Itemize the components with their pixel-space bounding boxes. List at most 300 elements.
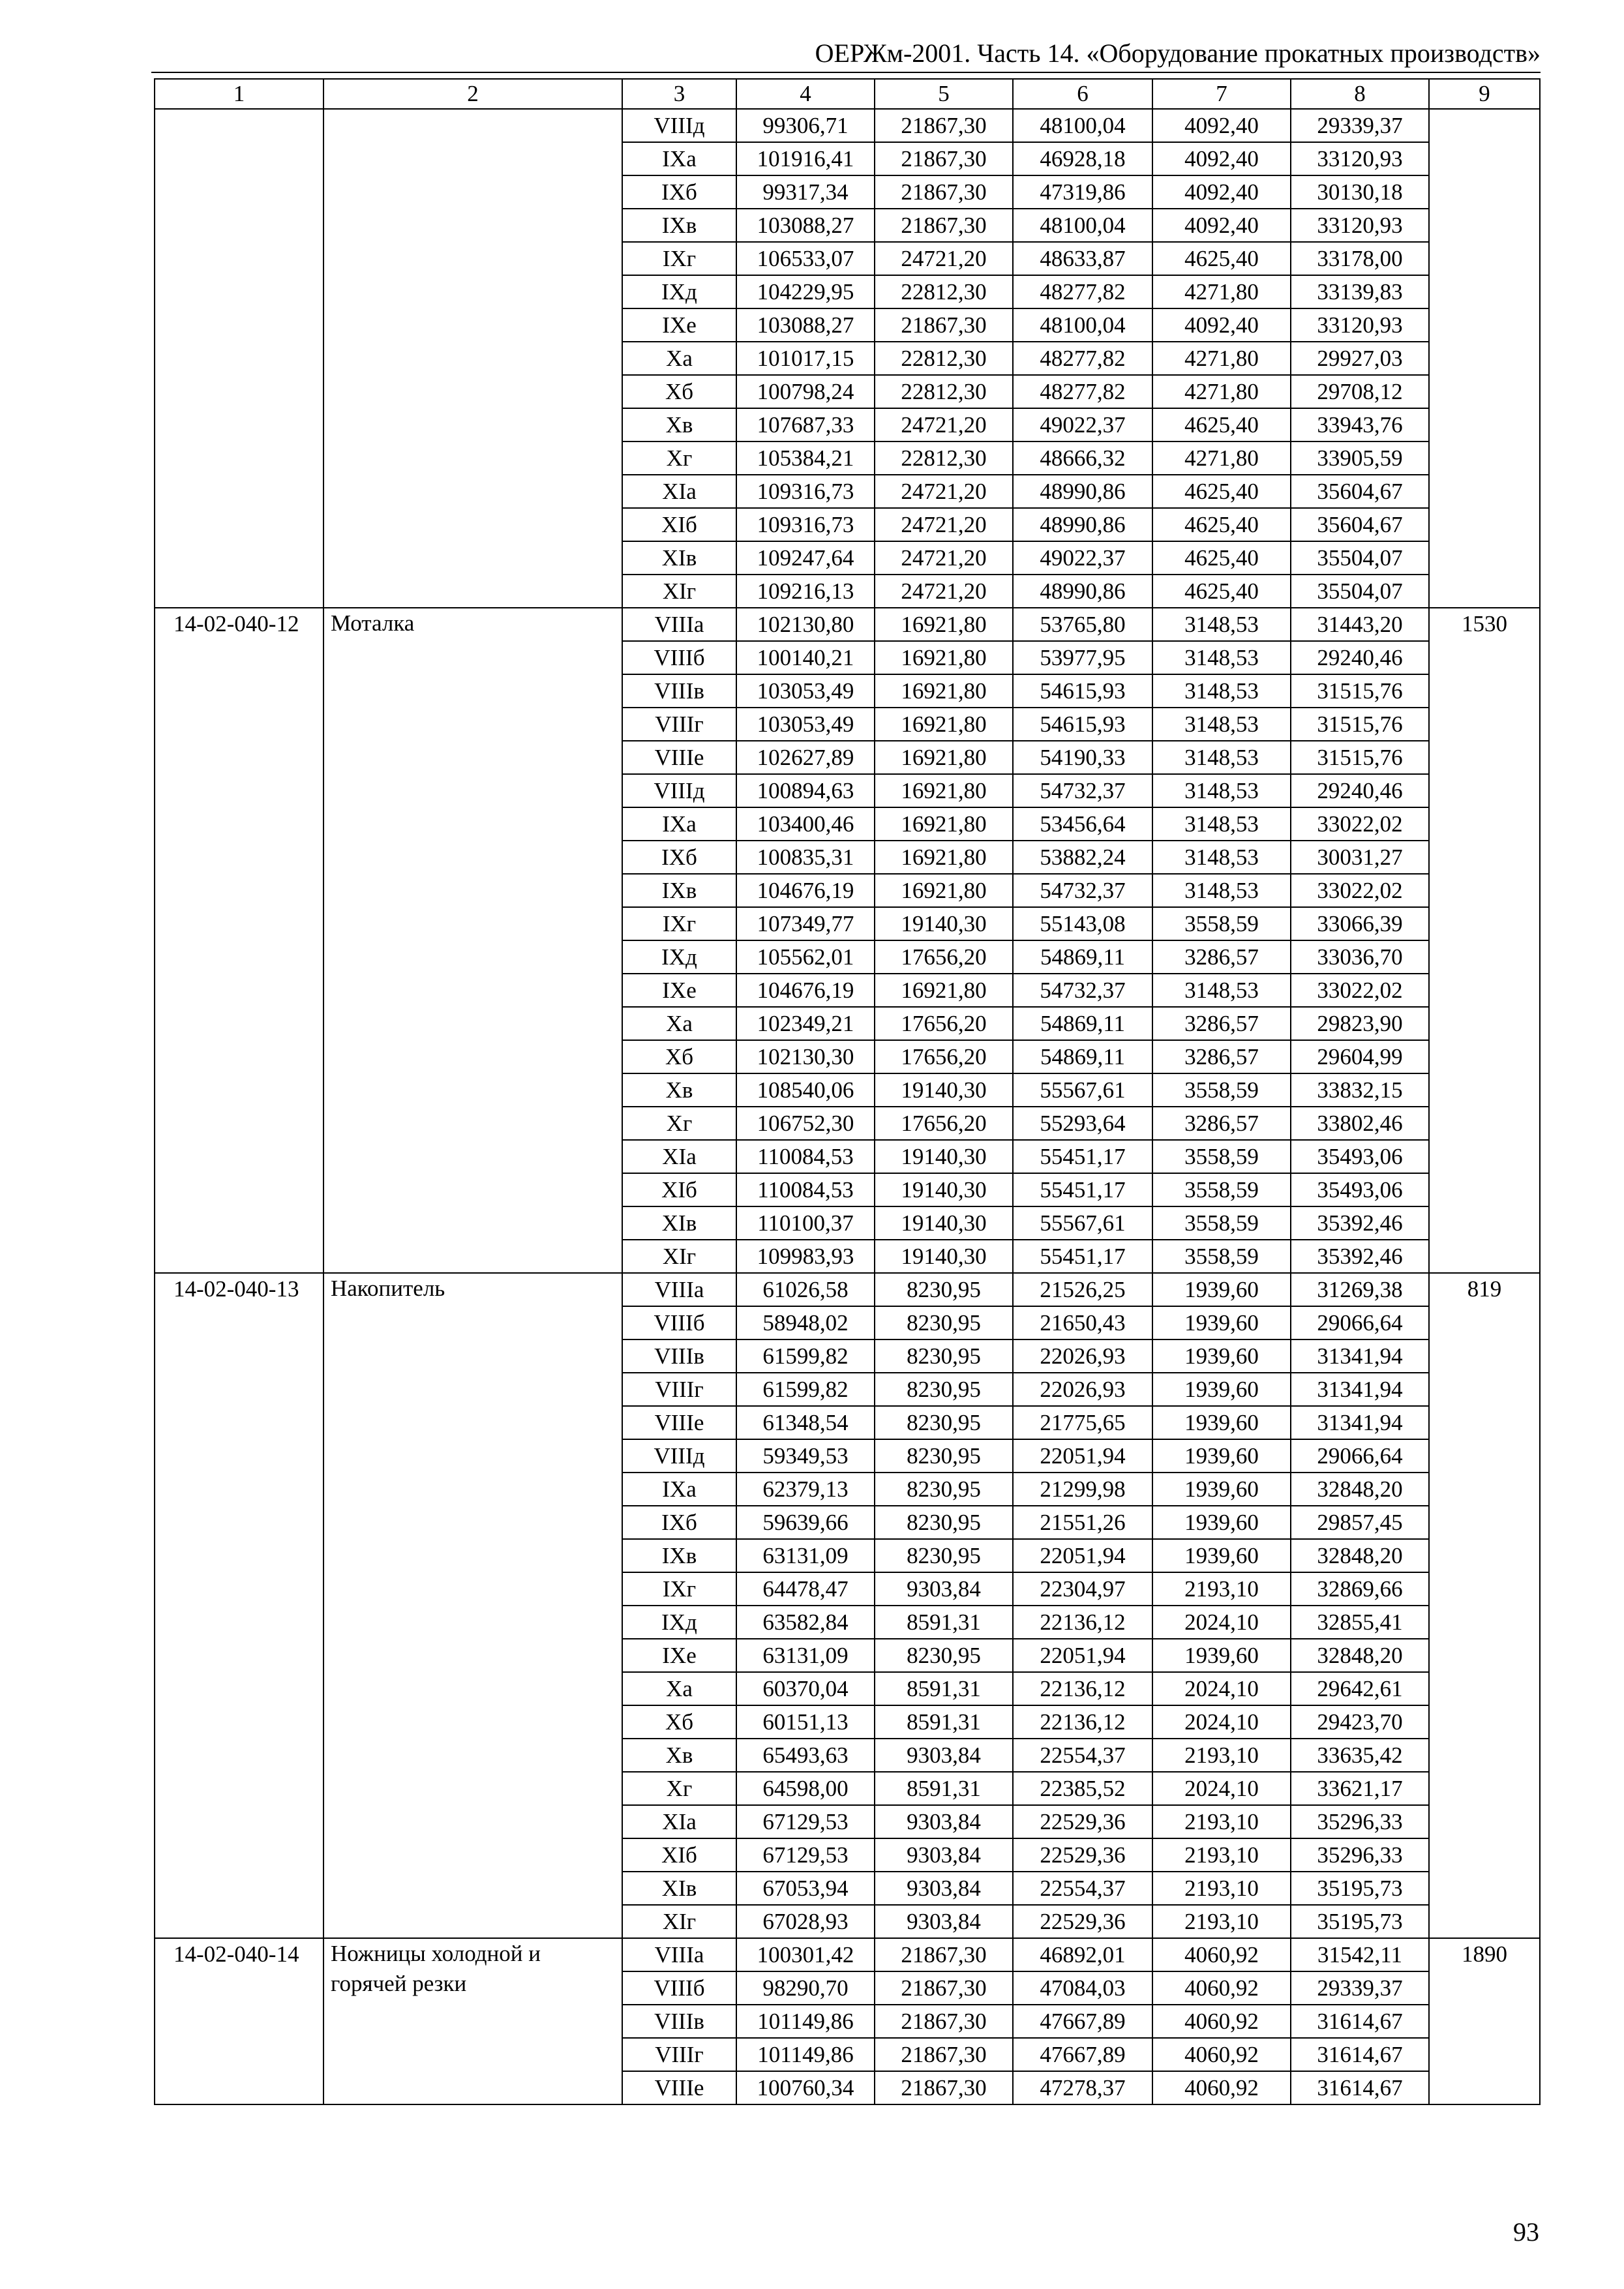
col-materials: 31515,76 — [1291, 674, 1429, 708]
col-wages: 16921,80 — [875, 974, 1013, 1007]
col-materials: 35296,33 — [1291, 1838, 1429, 1872]
column-number-8: 8 — [1291, 79, 1429, 109]
col-total: 67028,93 — [736, 1905, 875, 1938]
col-wages: 9303,84 — [875, 1838, 1013, 1872]
col-driver-wages: 1939,60 — [1152, 1273, 1291, 1306]
col-total: 107349,77 — [736, 907, 875, 940]
col-class: IXг — [622, 907, 736, 940]
col-driver-wages: 3286,57 — [1152, 1007, 1291, 1040]
col-total: 110084,53 — [736, 1173, 875, 1206]
col-wages: 9303,84 — [875, 1805, 1013, 1838]
col-machines: 46928,18 — [1013, 142, 1152, 175]
col-class: VIIIд — [622, 109, 736, 142]
col-total: 59639,66 — [736, 1506, 875, 1539]
col-driver-wages: 2193,10 — [1152, 1739, 1291, 1772]
col-class: Xв — [622, 1739, 736, 1772]
col-wages: 21867,30 — [875, 2071, 1013, 2104]
col-materials: 31614,67 — [1291, 2005, 1429, 2038]
col-wages: 16921,80 — [875, 841, 1013, 874]
col-class: Xб — [622, 375, 736, 408]
col-machines: 21650,43 — [1013, 1306, 1152, 1339]
col-materials: 33120,93 — [1291, 209, 1429, 242]
col-machines: 55293,64 — [1013, 1107, 1152, 1140]
col-wages: 9303,84 — [875, 1905, 1013, 1938]
col-machines: 55567,61 — [1013, 1073, 1152, 1107]
col-wages: 24721,20 — [875, 475, 1013, 508]
col-driver-wages: 2193,10 — [1152, 1905, 1291, 1938]
col-wages: 21867,30 — [875, 109, 1013, 142]
col-materials: 29857,45 — [1291, 1506, 1429, 1539]
col-class: IXе — [622, 974, 736, 1007]
col-wages: 21867,30 — [875, 1938, 1013, 1971]
col-class: IXг — [622, 1572, 736, 1606]
col-total: 105562,01 — [736, 940, 875, 974]
column-number-5: 5 — [875, 79, 1013, 109]
item-code: 14-02-040-14 — [155, 1938, 323, 2104]
col-total: 109316,73 — [736, 475, 875, 508]
col-driver-wages: 3148,53 — [1152, 874, 1291, 907]
col-class: VIIIг — [622, 2038, 736, 2071]
col-materials: 29927,03 — [1291, 342, 1429, 375]
col-total: 103088,27 — [736, 308, 875, 342]
col-machines: 48100,04 — [1013, 308, 1152, 342]
document-header: ОЕРЖм-2001. Часть 14. «Оборудование прокатных производств» — [815, 38, 1541, 68]
col-class: XIа — [622, 1140, 736, 1173]
col-total: 102627,89 — [736, 741, 875, 774]
col-total: 109216,13 — [736, 575, 875, 608]
col-wages: 16921,80 — [875, 807, 1013, 841]
price-table-body — [155, 79, 1540, 2104]
item-name — [323, 109, 622, 608]
col-machines: 22304,97 — [1013, 1572, 1152, 1606]
col-wages: 19140,30 — [875, 1240, 1013, 1273]
col-machines: 48633,87 — [1013, 242, 1152, 275]
col-machines: 48277,82 — [1013, 275, 1152, 308]
col-materials: 30130,18 — [1291, 175, 1429, 209]
col-driver-wages: 3558,59 — [1152, 1206, 1291, 1240]
item-name: Накопитель — [323, 1273, 622, 1938]
col-wages: 22812,30 — [875, 375, 1013, 408]
col-driver-wages: 3148,53 — [1152, 674, 1291, 708]
col-materials: 30031,27 — [1291, 841, 1429, 874]
col-wages: 19140,30 — [875, 1140, 1013, 1173]
column-number-1: 1 — [155, 79, 323, 109]
col-class: VIIIб — [622, 641, 736, 674]
col-materials: 31614,67 — [1291, 2038, 1429, 2071]
col-wages: 8230,95 — [875, 1539, 1013, 1572]
table-row — [155, 109, 1540, 142]
col-class: XIв — [622, 1872, 736, 1905]
column-number-6: 6 — [1013, 79, 1152, 109]
col-wages: 22812,30 — [875, 342, 1013, 375]
col-driver-wages: 4092,40 — [1152, 308, 1291, 342]
col-total: 67053,94 — [736, 1872, 875, 1905]
labor-cost: 1890 — [1429, 1938, 1540, 2104]
col-machines: 21526,25 — [1013, 1273, 1152, 1306]
col-class: XIб — [622, 1838, 736, 1872]
col-materials: 31515,76 — [1291, 708, 1429, 741]
col-class: VIIIв — [622, 1339, 736, 1373]
col-class: Xа — [622, 342, 736, 375]
col-wages: 9303,84 — [875, 1572, 1013, 1606]
col-machines: 48990,86 — [1013, 575, 1152, 608]
col-wages: 8230,95 — [875, 1406, 1013, 1439]
col-total: 110084,53 — [736, 1140, 875, 1173]
col-total: 100301,42 — [736, 1938, 875, 1971]
header-rule — [151, 72, 1541, 73]
col-driver-wages: 1939,60 — [1152, 1439, 1291, 1473]
col-class: XIб — [622, 1173, 736, 1206]
col-class: IXд — [622, 940, 736, 974]
col-driver-wages: 1939,60 — [1152, 1339, 1291, 1373]
col-driver-wages: 3148,53 — [1152, 774, 1291, 807]
col-class: VIIIд — [622, 774, 736, 807]
col-class: VIIIг — [622, 708, 736, 741]
col-wages: 21867,30 — [875, 175, 1013, 209]
col-machines: 54869,11 — [1013, 1040, 1152, 1073]
col-class: Xв — [622, 408, 736, 441]
item-name: Моталка — [323, 608, 622, 1273]
col-driver-wages: 4060,92 — [1152, 1938, 1291, 1971]
col-wages: 8591,31 — [875, 1606, 1013, 1639]
col-wages: 8230,95 — [875, 1306, 1013, 1339]
col-materials: 29642,61 — [1291, 1672, 1429, 1705]
col-total: 106752,30 — [736, 1107, 875, 1140]
col-materials: 31542,11 — [1291, 1938, 1429, 1971]
col-machines: 54732,37 — [1013, 874, 1152, 907]
col-class: IXе — [622, 308, 736, 342]
col-driver-wages: 4625,40 — [1152, 475, 1291, 508]
col-total: 102130,80 — [736, 608, 875, 641]
col-machines: 22529,36 — [1013, 1905, 1152, 1938]
col-class: IXб — [622, 1506, 736, 1539]
col-machines: 53977,95 — [1013, 641, 1152, 674]
col-class: XIа — [622, 475, 736, 508]
col-driver-wages: 2024,10 — [1152, 1705, 1291, 1739]
col-machines: 49022,37 — [1013, 408, 1152, 441]
col-materials: 31614,67 — [1291, 2071, 1429, 2104]
col-driver-wages: 2024,10 — [1152, 1606, 1291, 1639]
col-driver-wages: 3558,59 — [1152, 907, 1291, 940]
col-machines: 22529,36 — [1013, 1805, 1152, 1838]
col-wages: 16921,80 — [875, 874, 1013, 907]
col-driver-wages: 2193,10 — [1152, 1838, 1291, 1872]
col-machines: 54869,11 — [1013, 1007, 1152, 1040]
col-materials: 29604,99 — [1291, 1040, 1429, 1073]
col-materials: 32855,41 — [1291, 1606, 1429, 1639]
col-class: VIIIв — [622, 2005, 736, 2038]
col-machines: 47667,89 — [1013, 2038, 1152, 2071]
col-materials: 31269,38 — [1291, 1273, 1429, 1306]
col-materials: 33022,02 — [1291, 974, 1429, 1007]
col-total: 64478,47 — [736, 1572, 875, 1606]
col-materials: 33120,93 — [1291, 308, 1429, 342]
col-machines: 55451,17 — [1013, 1140, 1152, 1173]
col-wages: 24721,20 — [875, 408, 1013, 441]
col-driver-wages: 3148,53 — [1152, 708, 1291, 741]
col-class: VIIIд — [622, 1439, 736, 1473]
col-total: 100835,31 — [736, 841, 875, 874]
col-total: 103400,46 — [736, 807, 875, 841]
col-driver-wages: 3286,57 — [1152, 1107, 1291, 1140]
col-materials: 33139,83 — [1291, 275, 1429, 308]
col-machines: 22026,93 — [1013, 1339, 1152, 1373]
col-materials: 35195,73 — [1291, 1905, 1429, 1938]
col-materials: 32848,20 — [1291, 1639, 1429, 1672]
col-total: 65493,63 — [736, 1739, 875, 1772]
col-class: IXв — [622, 1539, 736, 1572]
col-total: 103053,49 — [736, 708, 875, 741]
col-class: IXд — [622, 275, 736, 308]
col-driver-wages: 4092,40 — [1152, 142, 1291, 175]
col-driver-wages: 4271,80 — [1152, 375, 1291, 408]
col-class: Xв — [622, 1073, 736, 1107]
col-wages: 8230,95 — [875, 1339, 1013, 1373]
col-driver-wages: 3286,57 — [1152, 1040, 1291, 1073]
col-total: 60151,13 — [736, 1705, 875, 1739]
col-driver-wages: 2193,10 — [1152, 1872, 1291, 1905]
col-driver-wages: 3148,53 — [1152, 741, 1291, 774]
col-total: 103088,27 — [736, 209, 875, 242]
col-total: 103053,49 — [736, 674, 875, 708]
col-materials: 35392,46 — [1291, 1240, 1429, 1273]
col-materials: 33120,93 — [1291, 142, 1429, 175]
col-total: 61599,82 — [736, 1339, 875, 1373]
col-wages: 19140,30 — [875, 1206, 1013, 1240]
col-class: VIIIб — [622, 1306, 736, 1339]
col-materials: 33022,02 — [1291, 807, 1429, 841]
col-machines: 48990,86 — [1013, 508, 1152, 541]
col-machines: 47084,03 — [1013, 1971, 1152, 2005]
col-class: XIг — [622, 1905, 736, 1938]
col-class: Xг — [622, 441, 736, 475]
col-machines: 53765,80 — [1013, 608, 1152, 641]
column-number-9: 9 — [1429, 79, 1540, 109]
col-machines: 54615,93 — [1013, 708, 1152, 741]
col-machines: 49022,37 — [1013, 541, 1152, 575]
col-machines: 21299,98 — [1013, 1473, 1152, 1506]
col-total: 101017,15 — [736, 342, 875, 375]
col-machines: 55567,61 — [1013, 1206, 1152, 1240]
col-materials: 33635,42 — [1291, 1739, 1429, 1772]
col-total: 63131,09 — [736, 1639, 875, 1672]
col-materials: 29339,37 — [1291, 109, 1429, 142]
col-wages: 16921,80 — [875, 641, 1013, 674]
col-machines: 48277,82 — [1013, 342, 1152, 375]
col-total: 104229,95 — [736, 275, 875, 308]
col-total: 102349,21 — [736, 1007, 875, 1040]
col-machines: 21775,65 — [1013, 1406, 1152, 1439]
col-driver-wages: 4092,40 — [1152, 209, 1291, 242]
column-number-2: 2 — [323, 79, 622, 109]
item-code: 14-02-040-13 — [155, 1273, 323, 1938]
col-machines: 22051,94 — [1013, 1439, 1152, 1473]
col-materials: 35604,67 — [1291, 508, 1429, 541]
col-driver-wages: 4271,80 — [1152, 441, 1291, 475]
col-wages: 8591,31 — [875, 1672, 1013, 1705]
col-wages: 24721,20 — [875, 541, 1013, 575]
col-class: XIг — [622, 575, 736, 608]
col-wages: 9303,84 — [875, 1872, 1013, 1905]
col-total: 63131,09 — [736, 1539, 875, 1572]
col-total: 62379,13 — [736, 1473, 875, 1506]
col-class: XIг — [622, 1240, 736, 1273]
col-class: XIа — [622, 1805, 736, 1838]
column-number-3: 3 — [622, 79, 736, 109]
col-wages: 19140,30 — [875, 1173, 1013, 1206]
col-wages: 22812,30 — [875, 441, 1013, 475]
col-machines: 55451,17 — [1013, 1173, 1152, 1206]
col-wages: 16921,80 — [875, 708, 1013, 741]
col-driver-wages: 4271,80 — [1152, 275, 1291, 308]
col-wages: 17656,20 — [875, 1007, 1013, 1040]
col-machines: 22051,94 — [1013, 1539, 1152, 1572]
col-machines: 22554,37 — [1013, 1739, 1152, 1772]
col-wages: 24721,20 — [875, 508, 1013, 541]
col-materials: 31341,94 — [1291, 1339, 1429, 1373]
col-machines: 22136,12 — [1013, 1705, 1152, 1739]
col-class: VIIIе — [622, 1406, 736, 1439]
item-code: 14-02-040-12 — [155, 608, 323, 1273]
col-machines: 22136,12 — [1013, 1672, 1152, 1705]
col-driver-wages: 1939,60 — [1152, 1639, 1291, 1672]
col-driver-wages: 4625,40 — [1152, 408, 1291, 441]
col-materials: 29066,64 — [1291, 1306, 1429, 1339]
col-materials: 31515,76 — [1291, 741, 1429, 774]
col-machines: 22026,93 — [1013, 1373, 1152, 1406]
col-machines: 48100,04 — [1013, 209, 1152, 242]
col-wages: 8230,95 — [875, 1506, 1013, 1539]
col-driver-wages: 3558,59 — [1152, 1140, 1291, 1173]
col-driver-wages: 4625,40 — [1152, 242, 1291, 275]
col-wages: 16921,80 — [875, 674, 1013, 708]
col-materials: 33036,70 — [1291, 940, 1429, 974]
col-wages: 17656,20 — [875, 940, 1013, 974]
col-class: IXе — [622, 1639, 736, 1672]
col-materials: 33178,00 — [1291, 242, 1429, 275]
col-machines: 48100,04 — [1013, 109, 1152, 142]
col-class: IXа — [622, 807, 736, 841]
col-materials: 29423,70 — [1291, 1705, 1429, 1739]
col-driver-wages: 3148,53 — [1152, 807, 1291, 841]
col-total: 61026,58 — [736, 1273, 875, 1306]
col-wages: 21867,30 — [875, 2005, 1013, 2038]
col-total: 104676,19 — [736, 974, 875, 1007]
col-class: IXв — [622, 209, 736, 242]
col-materials: 31443,20 — [1291, 608, 1429, 641]
col-driver-wages: 1939,60 — [1152, 1539, 1291, 1572]
col-class: XIб — [622, 508, 736, 541]
col-wages: 21867,30 — [875, 1971, 1013, 2005]
col-driver-wages: 3148,53 — [1152, 841, 1291, 874]
col-total: 100798,24 — [736, 375, 875, 408]
col-machines: 22136,12 — [1013, 1606, 1152, 1639]
col-materials: 33943,76 — [1291, 408, 1429, 441]
col-class: Xа — [622, 1672, 736, 1705]
col-materials: 33621,17 — [1291, 1772, 1429, 1805]
col-total: 109247,64 — [736, 541, 875, 575]
col-machines: 47667,89 — [1013, 2005, 1152, 2038]
col-materials: 33022,02 — [1291, 874, 1429, 907]
col-class: VIIIе — [622, 741, 736, 774]
col-class: XIв — [622, 541, 736, 575]
col-total: 100140,21 — [736, 641, 875, 674]
col-machines: 48990,86 — [1013, 475, 1152, 508]
col-materials: 35296,33 — [1291, 1805, 1429, 1838]
col-machines: 48277,82 — [1013, 375, 1152, 408]
col-wages: 19140,30 — [875, 907, 1013, 940]
col-total: 101149,86 — [736, 2005, 875, 2038]
col-machines: 54869,11 — [1013, 940, 1152, 974]
col-wages: 17656,20 — [875, 1107, 1013, 1140]
col-total: 104676,19 — [736, 874, 875, 907]
col-machines: 47319,86 — [1013, 175, 1152, 209]
col-materials: 31341,94 — [1291, 1373, 1429, 1406]
col-machines: 22051,94 — [1013, 1639, 1152, 1672]
col-materials: 35195,73 — [1291, 1872, 1429, 1905]
col-wages: 21867,30 — [875, 142, 1013, 175]
col-materials: 29708,12 — [1291, 375, 1429, 408]
col-total: 107687,33 — [736, 408, 875, 441]
col-total: 105384,21 — [736, 441, 875, 475]
col-materials: 35493,06 — [1291, 1140, 1429, 1173]
col-total: 64598,00 — [736, 1772, 875, 1805]
col-wages: 22812,30 — [875, 275, 1013, 308]
col-materials: 35493,06 — [1291, 1173, 1429, 1206]
col-driver-wages: 4060,92 — [1152, 2005, 1291, 2038]
col-class: IXв — [622, 874, 736, 907]
col-wages: 16921,80 — [875, 741, 1013, 774]
col-machines: 48666,32 — [1013, 441, 1152, 475]
col-driver-wages: 2024,10 — [1152, 1772, 1291, 1805]
col-class: IXд — [622, 1606, 736, 1639]
col-class: Xб — [622, 1705, 736, 1739]
col-total: 101916,41 — [736, 142, 875, 175]
col-class: IXб — [622, 841, 736, 874]
col-wages: 19140,30 — [875, 1073, 1013, 1107]
labor-cost: 1530 — [1429, 608, 1540, 1273]
col-class: IXа — [622, 1473, 736, 1506]
col-driver-wages: 4625,40 — [1152, 575, 1291, 608]
labor-cost — [1429, 109, 1540, 608]
col-materials: 29066,64 — [1291, 1439, 1429, 1473]
col-class: VIIIб — [622, 1971, 736, 2005]
col-class: VIIIг — [622, 1373, 736, 1406]
col-class: XIв — [622, 1206, 736, 1240]
column-number-row — [155, 79, 1540, 109]
col-total: 61348,54 — [736, 1406, 875, 1439]
col-materials: 29823,90 — [1291, 1007, 1429, 1040]
col-wages: 17656,20 — [875, 1040, 1013, 1073]
col-materials: 35392,46 — [1291, 1206, 1429, 1240]
col-machines: 54190,33 — [1013, 741, 1152, 774]
col-machines: 22385,52 — [1013, 1772, 1152, 1805]
col-class: Xг — [622, 1772, 736, 1805]
col-wages: 8230,95 — [875, 1373, 1013, 1406]
column-number-4: 4 — [736, 79, 875, 109]
page-number: 93 — [1513, 2217, 1539, 2247]
col-driver-wages: 1939,60 — [1152, 1373, 1291, 1406]
col-driver-wages: 4060,92 — [1152, 1971, 1291, 2005]
col-driver-wages: 4092,40 — [1152, 109, 1291, 142]
col-materials: 35504,07 — [1291, 541, 1429, 575]
col-driver-wages: 1939,60 — [1152, 1306, 1291, 1339]
col-total: 109983,93 — [736, 1240, 875, 1273]
col-materials: 31341,94 — [1291, 1406, 1429, 1439]
col-total: 101149,86 — [736, 2038, 875, 2071]
col-class: VIIIа — [622, 608, 736, 641]
col-driver-wages: 2024,10 — [1152, 1672, 1291, 1705]
